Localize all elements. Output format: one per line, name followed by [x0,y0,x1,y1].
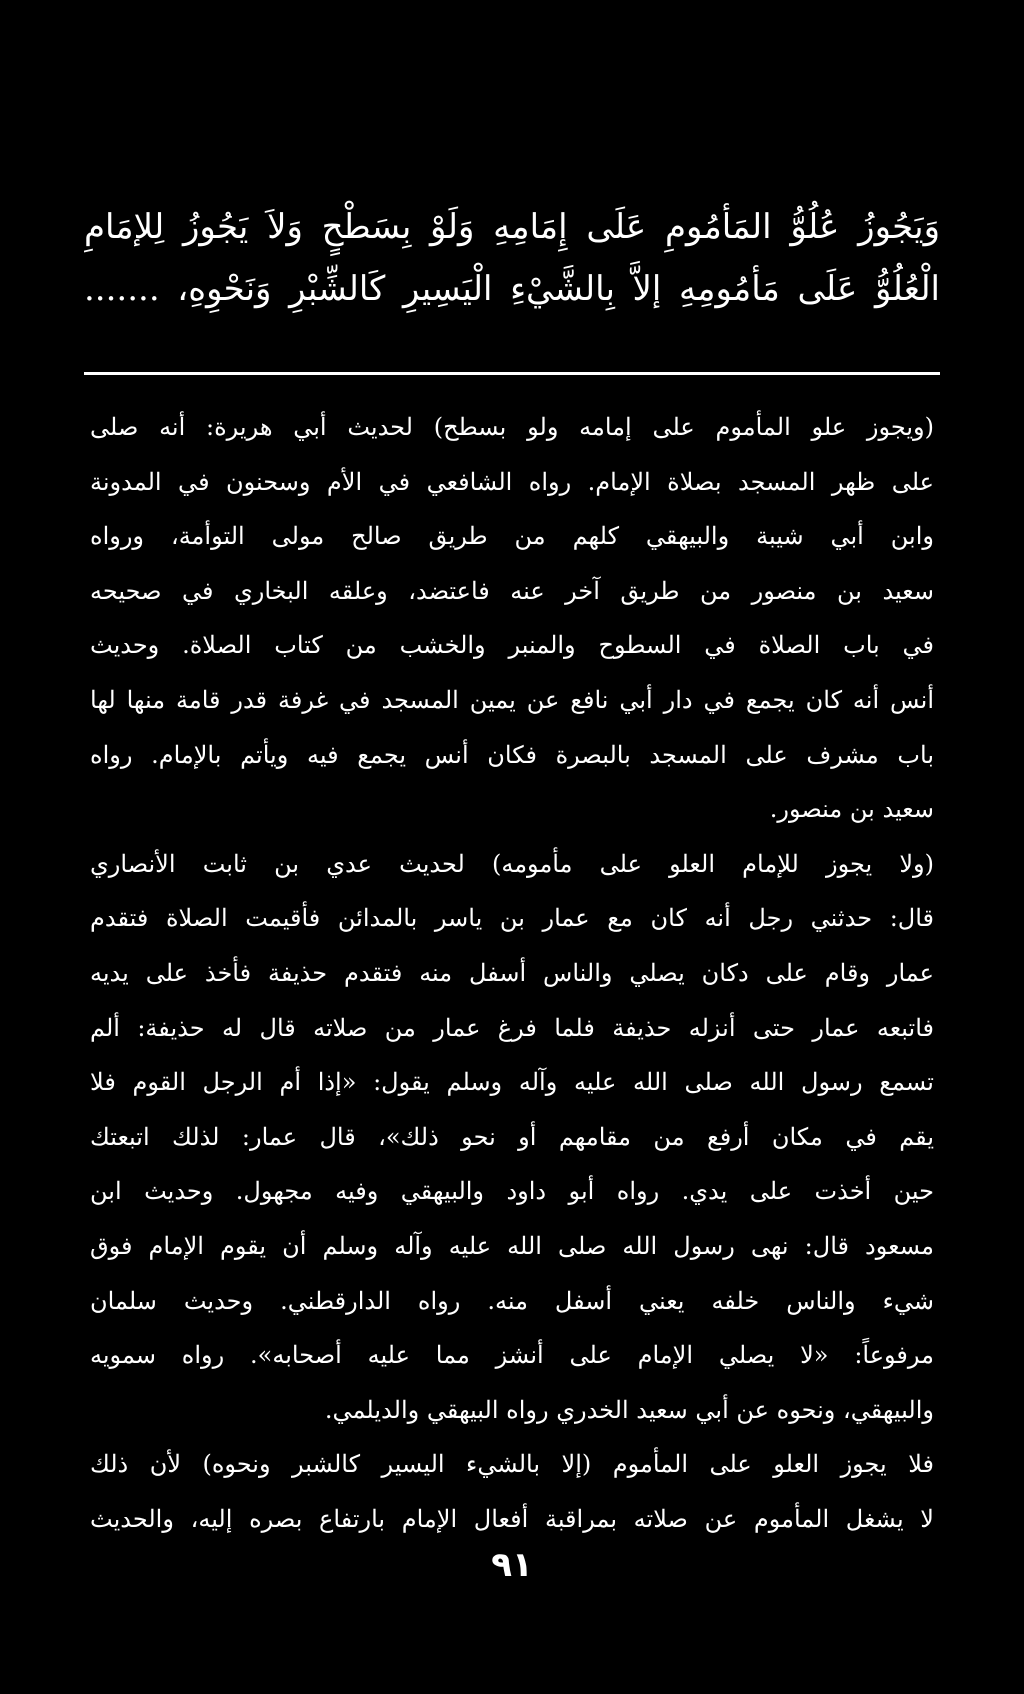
body-line: (ولا يجوز للإمام العلو على مأمومه) لحديث عدي بن ثابت الأنصاري [90,849,934,878]
matn-line: الْعُلُوُّ عَلَى مَأمُومِهِ إلاَّ بِالشَّيْءِ الْيَسِيرِ كَالشِّبْرِ وَنَحْوِهِ، ....... [84,269,940,309]
page-number: ٩١ [491,1545,533,1585]
matn-text [84,196,940,320]
body-line: سعيد بن منصور من طريق آخر عنه فاعتضد، وعلقه البخاري في صحيحه [90,576,934,605]
body-line: تسمع رسول الله صلى الله عليه وآله وسلم يقول: «إذا أم الرجل القوم فلا [90,1068,934,1097]
body-line: حين أخذت على يدي. رواه أبو داود والبيهقي وفيه مجهول. وحديث ابن [90,1177,934,1206]
body-line: مرفوعاً: «لا يصلي الإمام على أنشز مما عليه أصحابه». رواه سمويه [90,1341,934,1370]
separator-rule [84,372,940,375]
body-line: لا يشغل المأموم عن صلاته بمراقبة أفعال الإمام بارتفاع بصره إليه، والحديث [90,1504,934,1533]
body-line: باب مشرف على المسجد بالبصرة فكان أنس يجمع فيه ويأتم بالإمام. رواه [90,740,934,769]
body-line: على ظهر المسجد بصلاة الإمام. رواه الشافعي في الأم وسحنون في المدونة [90,467,934,496]
body-line: شيء والناس خلفه يعني أسفل منه. رواه الدارقطني. وحديث سلمان [90,1286,934,1315]
commentary-text [90,400,934,1546]
body-line: سعيد بن منصور. [769,795,934,824]
body-line: في باب الصلاة في السطوح والمنبر والخشب من كتاب الصلاة. وحديث [90,631,934,660]
body-line: وابن أبي شيبة والبيهقي كلهم من طريق صالح مولى التوأمة، ورواه [90,522,934,551]
body-line: فلا يجوز العلو على المأموم (إلا بالشيء اليسير كالشبر ونحوه) لأن ذلك [90,1450,934,1479]
body-line: (ويجوز علو المأموم على إمامه ولو بسطح) لحديث أبي هريرة: أنه صلى [90,413,934,441]
body-line: قال: حدثني رجل أنه كان مع عمار بن ياسر بالمدائن فأقيمت الصلاة فتقدم [90,904,934,933]
body-line: يقم في مكان أرفع من مقامهم أو نحو ذلك»، قال عمار: لذلك اتبعتك [90,1122,934,1151]
body-line: والبيهقي، ونحوه عن أبي سعيد الخدري رواه البيهقي والديلمي. [324,1395,934,1424]
body-line: عمار وقام على دكان يصلي والناس أسفل منه فتقدم حذيفة فأخذ على يديه [90,958,934,987]
body-line: فاتبعه عمار حتى أنزله حذيفة فلما فرغ عمار من صلاته قال له حذيفة: ألم [90,1013,934,1042]
matn-line: وَيَجُوزُ عُلُوُّ المَأمُومِ عَلَى إِمَامِهِ وَلَوْ بِسَطْحٍ وَلاَ يَجُوزُ لِلإمَامِ [84,207,940,247]
body-line: مسعود قال: نهى رسول الله صلى الله عليه وآله وسلم أن يقوم الإمام فوق [90,1231,934,1260]
body-line: أنس أنه كان يجمع في دار أبي نافع عن يمين المسجد في غرفة قدر قامة منها لها [90,685,934,714]
